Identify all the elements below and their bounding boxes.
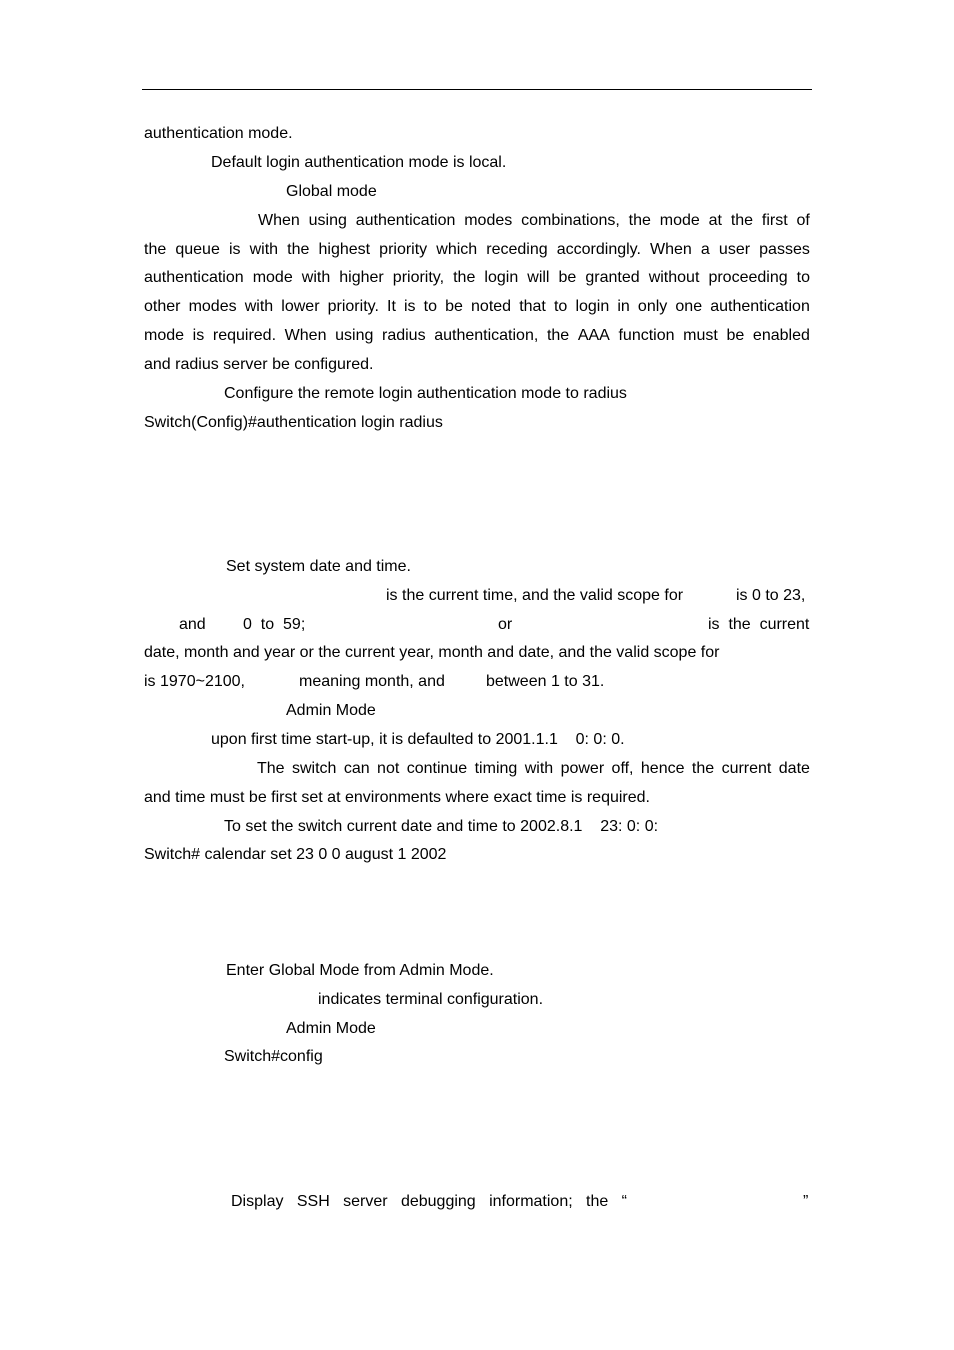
word: the — [453, 269, 476, 286]
usage-line-5 — [144, 326, 810, 346]
word: be — [726, 327, 745, 344]
word: to — [423, 298, 438, 315]
parameter-text: indicates terminal configuration. — [318, 991, 544, 1008]
word: to — [796, 269, 810, 286]
word: can — [343, 760, 370, 777]
word: When — [284, 327, 327, 344]
word: granted — [585, 269, 640, 286]
example-command: Switch#config — [224, 1048, 323, 1065]
usage-line-3 — [144, 268, 810, 288]
mode-text: Admin Mode — [286, 1020, 376, 1037]
word: hence — [640, 760, 685, 777]
word: mode — [144, 327, 185, 344]
parameter-text-e: or — [498, 616, 513, 633]
usage-line-1 — [257, 759, 810, 779]
parameter-text-f: is the current — [708, 616, 810, 633]
word: priority — [379, 241, 428, 258]
word: priority. — [327, 298, 379, 315]
word: using — [335, 327, 374, 344]
word: with — [301, 269, 331, 286]
word: The — [257, 760, 285, 777]
header-rule — [142, 89, 812, 90]
word: is — [192, 327, 205, 344]
example-text: To set the switch current date and time to 2002.8.1 23: 0: 0: — [224, 818, 659, 835]
word: AAA — [577, 327, 610, 344]
word: required. — [212, 327, 277, 344]
word: the — [628, 212, 651, 229]
word: that — [519, 298, 546, 315]
word: highest — [318, 241, 371, 258]
word: user — [718, 241, 751, 258]
word: debugging — [400, 1193, 476, 1210]
text-line: authentication mode. — [144, 125, 293, 142]
word: is — [228, 241, 241, 258]
word: It — [387, 298, 396, 315]
usage-line-6: and radius server be configured. — [144, 356, 374, 373]
word: with — [244, 298, 274, 315]
word: will — [527, 269, 550, 286]
word: of — [796, 212, 810, 229]
word: using — [308, 212, 347, 229]
word: When — [258, 212, 300, 229]
parameter-text-d: 0 to 59; — [243, 616, 306, 633]
word: the — [546, 327, 570, 344]
word: authentication — [355, 212, 456, 229]
word: modes — [464, 212, 513, 229]
word: continue — [406, 760, 468, 777]
word: Display — [231, 1193, 284, 1210]
parameter-text-j: between 1 to 31. — [486, 673, 605, 690]
word: the — [144, 241, 167, 258]
word: must — [683, 327, 718, 344]
word: the — [586, 1193, 609, 1210]
word: off, — [611, 760, 634, 777]
word: timing — [474, 760, 518, 777]
word: enabled — [752, 327, 810, 344]
word: at — [708, 212, 722, 229]
usage-line-4 — [144, 297, 810, 317]
word: is — [404, 298, 416, 315]
function-text — [231, 1192, 627, 1212]
word: mode — [252, 269, 293, 286]
word: When — [650, 241, 692, 258]
word: with — [524, 760, 554, 777]
word: function — [618, 327, 675, 344]
word: power — [560, 760, 605, 777]
parameter-text-c: and — [179, 616, 206, 633]
word: lower — [281, 298, 320, 315]
word: proceeding — [708, 269, 788, 286]
word: in — [617, 298, 630, 315]
word: date — [778, 760, 810, 777]
word: with — [249, 241, 279, 258]
usage-line-1 — [258, 211, 810, 231]
function-text: Enter Global Mode from Admin Mode. — [226, 962, 494, 979]
word: the — [730, 212, 754, 229]
word: priority, — [392, 269, 445, 286]
word: noted — [471, 298, 512, 315]
word: authentication, — [434, 327, 539, 344]
word: information; — [489, 1193, 573, 1210]
word: switch — [291, 760, 337, 777]
word: radius — [382, 327, 426, 344]
word: without — [648, 269, 700, 286]
word: current — [721, 760, 772, 777]
word: login — [484, 269, 519, 286]
default-text: Default login authentication mode is local. — [211, 154, 507, 171]
usage-line-2 — [144, 240, 810, 260]
word: which — [436, 241, 478, 258]
word: first — [761, 212, 788, 229]
parameter-text-h: is 1970~2100, — [144, 673, 245, 690]
usage-line-2: and time must be first set at environments where exact time is required. — [144, 789, 650, 806]
default-text: upon first time start-up, it is defaulted to 2001.1.1 0: 0: 0. — [211, 731, 625, 748]
word: queue — [175, 241, 220, 258]
word: not — [377, 760, 400, 777]
parameter-text-a: is the current time, and the valid scope for — [386, 587, 684, 604]
word: combinations, — [521, 212, 620, 229]
word: higher — [339, 269, 384, 286]
word: the — [691, 760, 715, 777]
word: passes — [759, 241, 810, 258]
word: to — [553, 298, 568, 315]
word: server — [343, 1193, 388, 1210]
parameter-text-g: date, month and year or the current year, month and date, and the valid scope for — [144, 644, 720, 661]
word: mode — [659, 212, 700, 229]
word: the — [287, 241, 310, 258]
word: other — [144, 298, 181, 315]
word: login — [575, 298, 610, 315]
word: SSH — [296, 1193, 330, 1210]
word: be — [445, 298, 463, 315]
word: be — [558, 269, 577, 286]
example-command: Switch# calendar set 23 0 0 august 1 2002 — [144, 846, 447, 863]
word: one — [675, 298, 703, 315]
word: modes — [188, 298, 237, 315]
parameter-text-i: meaning month, and — [299, 673, 445, 690]
word: accordingly. — [556, 241, 641, 258]
word: “ — [621, 1193, 627, 1210]
example-command: Switch(Config)#authentication login radius — [144, 414, 443, 431]
word: only — [637, 298, 668, 315]
word: a — [700, 241, 710, 258]
parameter-text-b: is 0 to 23, — [736, 587, 806, 604]
function-text: Set system date and time. — [226, 558, 411, 575]
mode-text: Admin Mode — [286, 702, 376, 719]
word: authentication — [144, 269, 244, 286]
example-text: Configure the remote login authentication mode to radius — [224, 385, 627, 402]
word: authentication — [710, 298, 810, 315]
word: receding — [486, 241, 548, 258]
closing-quote: ” — [803, 1193, 809, 1210]
mode-text: Global mode — [286, 183, 377, 200]
